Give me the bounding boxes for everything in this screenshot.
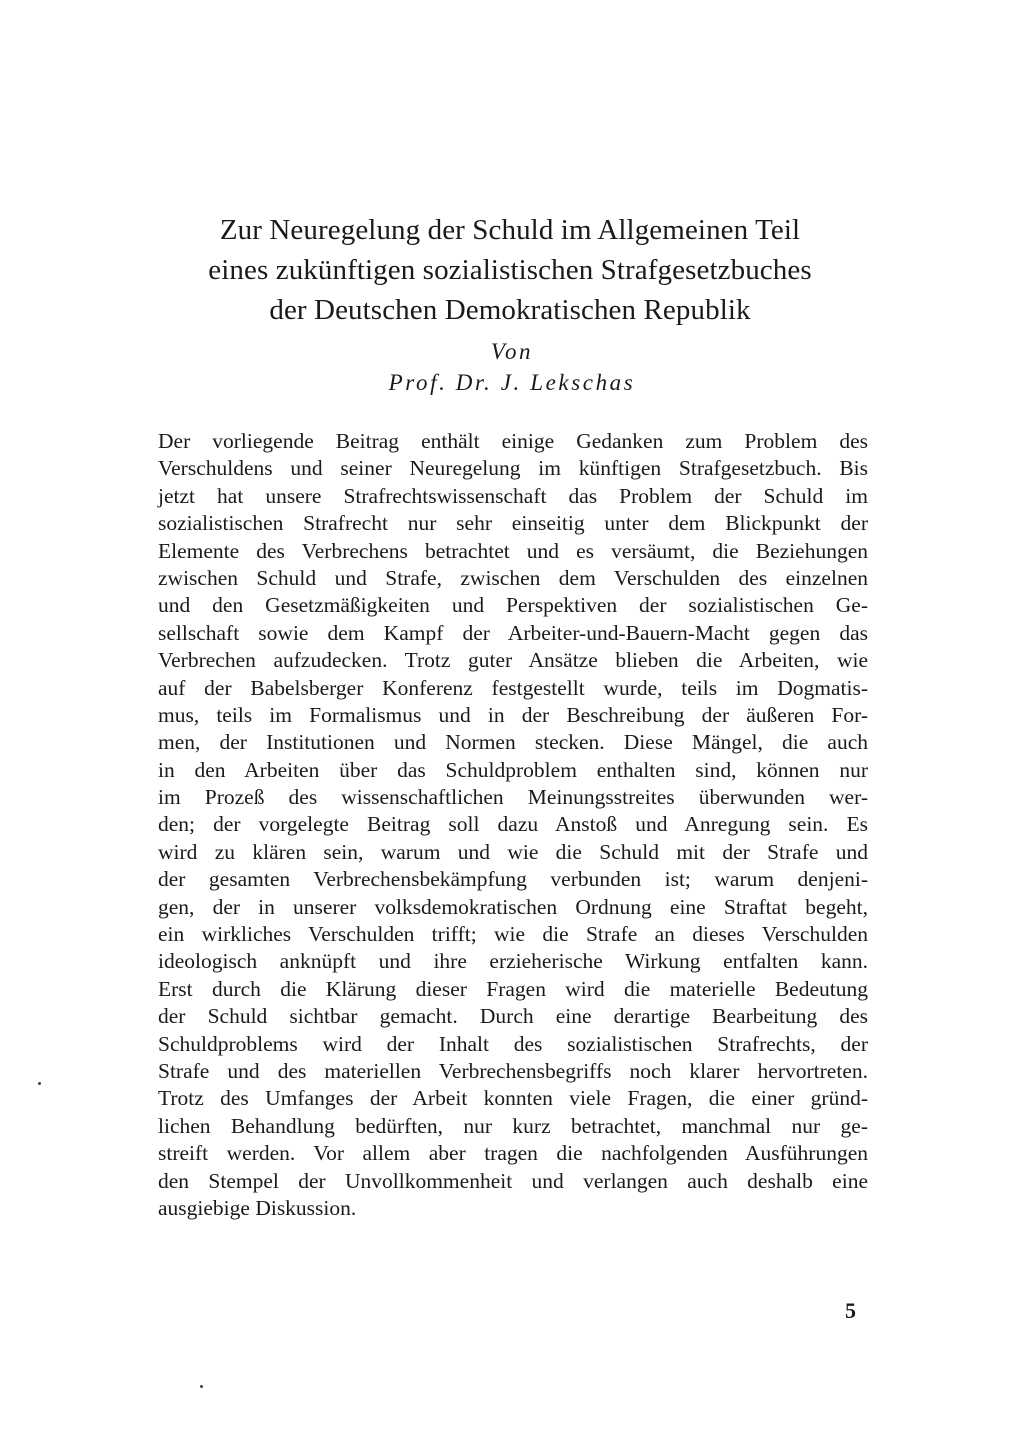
body-line: auf der Babelsberger Konferenz festgestellt wurde, teils im Dogmatis- xyxy=(158,675,868,700)
body-line: im Prozeß des wissenschaftlichen Meinungsstreites überwunden wer- xyxy=(158,785,868,810)
body-line: lichen Behandlung bedürften, nur kurz betrachtet, manchmal nur ge- xyxy=(158,1113,868,1138)
body-line: ausgiebige Diskussion. xyxy=(158,1195,357,1220)
body-line: mus, teils im Formalismus und in der Beschreibung der äußeren For- xyxy=(158,702,868,727)
byline-von: Von xyxy=(490,339,534,364)
body-line: sozialistischen Strafrecht nur sehr einseitig unter dem Blickpunkt der xyxy=(158,511,868,536)
page-number: 5 xyxy=(845,1298,856,1323)
body-line: gen, der in unserer volksdemokratischen Ordnung eine Straftat begeht, xyxy=(158,894,868,919)
body-line: der Schuld sichtbar gemacht. Durch eine derartige Bearbeitung des xyxy=(158,1004,868,1029)
body-line: Trotz des Umfanges der Arbeit konnten viele Fragen, die einer gründ- xyxy=(158,1086,868,1111)
body-line: und den Gesetzmäßigkeiten und Perspektiven der sozialistischen Ge- xyxy=(158,593,868,618)
scan-speck xyxy=(38,1082,41,1085)
body-line: ideologisch anknüpft und ihre erzieherische Wirkung entfalten kann. xyxy=(158,949,868,974)
body-line: den; der vorgelegte Beitrag soll dazu Anstoß und Anregung sein. Es xyxy=(158,812,868,837)
body-line: ein wirkliches Verschulden trifft; wie die Strafe an dieses Verschulden xyxy=(158,922,868,947)
article-title xyxy=(150,210,870,330)
body-line: Erst durch die Klärung dieser Fragen wird die materielle Bedeutung xyxy=(158,976,868,1001)
body-line: Elemente des Verbrechens betrachtet und es versäumt, die Beziehungen xyxy=(158,538,868,563)
body-line: Schuldproblems wird der Inhalt des sozialistischen Strafrechts, der xyxy=(158,1031,868,1056)
body-paragraph xyxy=(158,428,868,1222)
body-line: zwischen Schuld und Strafe, zwischen dem Verschulden des einzelnen xyxy=(158,565,868,590)
byline-author: Prof. Dr. J. Lekschas xyxy=(388,370,636,395)
body-line: in den Arbeiten über das Schuldproblem enthalten sind, können nur xyxy=(158,757,868,782)
title-line: Zur Neuregelung der Schuld im Allgemeinen Teil xyxy=(219,214,801,246)
body-line: Verbrechen aufzudecken. Trotz guter Ansätze blieben die Arbeiten, wie xyxy=(158,648,868,673)
body-line: sellschaft sowie dem Kampf der Arbeiter-und-Bauern-Macht gegen das xyxy=(158,620,868,645)
body-line: streift werden. Vor allem aber tragen die nachfolgenden Ausführungen xyxy=(158,1141,868,1166)
body-line: jetzt hat unsere Strafrechtswissenschaft das Problem der Schuld im xyxy=(158,483,868,508)
body-line: den Stempel der Unvollkommenheit und verlangen auch deshalb eine xyxy=(158,1168,868,1193)
body-line: wird zu klären sein, warum und wie die Schuld mit der Strafe und xyxy=(158,839,868,864)
body-line: men, der Institutionen und Normen stecken. Diese Mängel, die auch xyxy=(158,730,868,755)
title-line: der Deutschen Demokratischen Republik xyxy=(269,294,751,326)
body-line: Verschuldens und seiner Neuregelung im künftigen Strafgesetzbuch. Bis xyxy=(158,456,868,481)
title-line: eines zukünftigen sozialistischen Strafgesetzbuches xyxy=(208,254,812,286)
body-line: der gesamten Verbrechensbekämpfung verbunden ist; warum denjeni- xyxy=(158,867,868,892)
scan-speck xyxy=(200,1385,203,1388)
body-line: Der vorliegende Beitrag enthält einige Gedanken zum Problem des xyxy=(158,429,868,453)
body-line: Strafe und des materiellen Verbrechensbegriffs noch klarer hervortreten. xyxy=(158,1058,868,1083)
